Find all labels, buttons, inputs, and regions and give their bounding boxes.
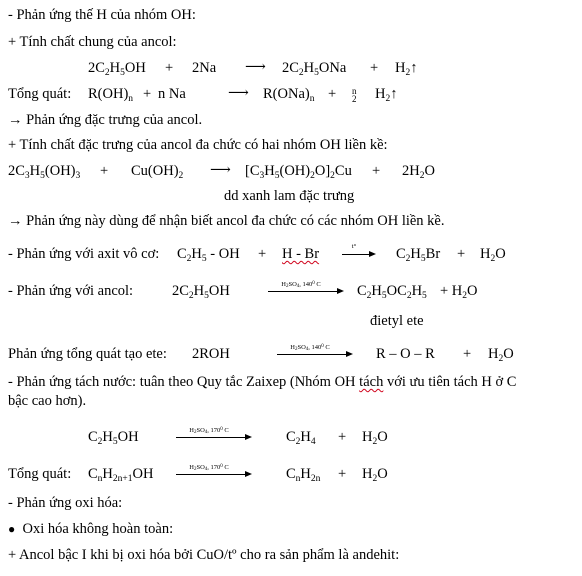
- eq1-ethanol: $2C_2H_5OH$: [88, 60, 146, 78]
- eq3-glycerol: $2C_3H_5(OH)_3$: [8, 163, 81, 181]
- eq4-prefix: - Phản ứng với axit vô cơ:: [8, 246, 160, 262]
- eq7-plus: +: [338, 429, 347, 445]
- eq8-plus: +: [338, 466, 347, 482]
- note-characteristic: → Phản ứng đặc trưng của ancol.: [8, 112, 203, 128]
- eq3-complex: $[C_3H_5(OH)_2O]_2Cu$: [245, 163, 352, 181]
- eq3-copper-hydroxide: $Cu(OH)_2$: [131, 163, 184, 181]
- heading-oxidation: - Phản ứng oxi hóa:: [8, 495, 123, 511]
- eq6-water: $H_2O$: [488, 346, 514, 364]
- eq1-arrow: ⟶: [245, 59, 266, 75]
- eq5-prefix: - Phản ứng với ancol:: [8, 283, 134, 299]
- eq1-hydrogen: $H_2↑$: [395, 60, 418, 78]
- eq6-arrow: H2SO4, $140^0$ C: [277, 346, 353, 362]
- eq7-water: $H_2O$: [362, 429, 388, 447]
- eq3-plus-2: +: [372, 163, 381, 179]
- eq2-plus-2: +: [328, 86, 337, 102]
- note-primary-alcohol: + Ancol bậc I khi bị oxi hóa bởi CuO/tº cho ra sản phẩm là andehit:: [8, 547, 400, 563]
- eq2-plus-1: +: [143, 86, 152, 102]
- eq1-sodium: 2Na: [192, 60, 217, 76]
- eq7-ethylene: $C_2H_4$: [286, 429, 316, 447]
- eq6-plus: +: [463, 346, 472, 362]
- eq5-ethanol: $2C_2H_5OH$: [172, 283, 230, 301]
- eq5-water: + $H_2O$: [440, 283, 478, 301]
- eq6-prefix: Phản ứng tổng quát tạo ete:: [8, 346, 167, 362]
- heading-substitution: - Phản ứng thế H của nhóm OH:: [8, 7, 196, 23]
- note-blue-solution: dd xanh lam đặc trưng: [224, 188, 355, 204]
- eq7-ethanol: $C_2H_5OH$: [88, 429, 139, 447]
- note-identification: → Phản ứng này dùng để nhận biết ancol đa chức có các nhóm OH liền kề.: [8, 213, 445, 229]
- eq3-arrow: ⟶: [210, 162, 231, 178]
- eq8-water: $H_2O$: [362, 466, 388, 484]
- eq5-arrow: H2SO4, $140^0$ C: [268, 283, 344, 299]
- eq2-prefix: Tổng quát:: [8, 86, 72, 102]
- heading-dehydration: - Phản ứng tách nước: tuân theo Quy tắc Zaixep (Nhóm OH tách với ưu tiên tách H ở C: [8, 374, 517, 390]
- eq1-plus-2: +: [370, 60, 379, 76]
- note-diethyl-ether: đietyl ete: [370, 313, 424, 329]
- eq7-arrow: H2SO4, $170^0$ C: [176, 429, 252, 445]
- eq4-arrow: t°: [342, 246, 376, 262]
- eq1-plus-1: +: [165, 60, 174, 76]
- eq4-water: $H_2O$: [480, 246, 506, 264]
- eq1-sodium-ethoxide: $2C_2H_5ONa$: [282, 60, 347, 78]
- eq6-alcohol: 2ROH: [192, 346, 230, 362]
- eq6-ether: R – O – R: [376, 346, 435, 362]
- eq4-ethanol: $C_2H_5$ - OH: [177, 246, 240, 264]
- eq4-plus-1: +: [258, 246, 267, 262]
- eq2-product: $R(ONa)_n$: [263, 86, 315, 104]
- eq8-alcohol: $C_nH_{2n+1}OH$: [88, 466, 154, 484]
- eq3-plus-1: +: [100, 163, 109, 179]
- heading-dehydration-cont: bậc cao hơn).: [8, 393, 87, 409]
- eq4-ethyl-bromide: $C_2H_5Br$: [396, 246, 441, 264]
- eq2-fraction: n 2: [352, 86, 357, 104]
- eq8-arrow: H2SO4, $170^0$ C: [176, 466, 252, 482]
- bullet-icon: ●: [8, 522, 16, 536]
- eq2-alcohol: $R(OH)_n$: [88, 86, 134, 104]
- eq8-alkene: $C_nH_{2n}$: [286, 466, 321, 484]
- eq4-plus-2: +: [457, 246, 466, 262]
- heading-partial-oxidation: ● Oxi hóa không hoàn toàn:: [8, 521, 174, 537]
- eq4-hbr: H - Br: [282, 246, 320, 262]
- heading-polyol-property: + Tính chất đặc trưng của ancol đa chức có hai nhóm OH liền kề:: [8, 137, 388, 153]
- eq5-diethyl-ether: $C_2H_5OC_2H_5$: [357, 283, 427, 301]
- eq2-hydrogen: $H_2↑$: [375, 86, 398, 104]
- heading-general-property: + Tính chất chung của ancol:: [8, 34, 177, 50]
- eq2-sodium: n Na: [158, 86, 186, 102]
- eq8-prefix: Tổng quát:: [8, 466, 72, 482]
- eq2-arrow: ⟶: [228, 85, 249, 101]
- eq3-water: $2H_2O$: [402, 163, 435, 181]
